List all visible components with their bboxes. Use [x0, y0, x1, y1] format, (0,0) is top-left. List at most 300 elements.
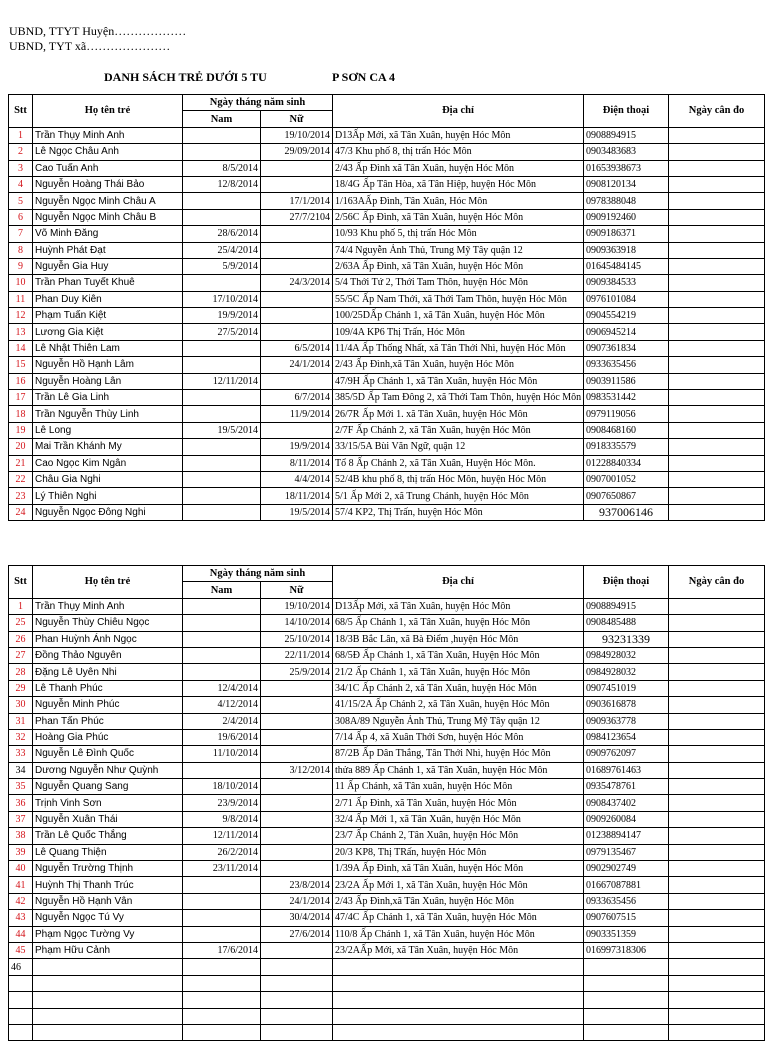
empty-cell [9, 1024, 33, 1040]
row-dob-female [261, 729, 333, 745]
row-dob-female [261, 697, 333, 713]
row-measure [669, 893, 765, 909]
empty-cell [33, 1024, 183, 1040]
row-name: Cao Tuấn Anh [33, 160, 183, 176]
row-address: 2/43 Ấp Đình xã Tân Xuân, huyện Hóc Môn [333, 160, 584, 176]
row-dob-male: 23/9/2014 [183, 795, 261, 811]
row-address: 11 Ấp Chánh, xã Tân xuân, huyện Hóc Môn [333, 779, 584, 795]
row-measure [669, 779, 765, 795]
row-dob-female: 25/10/2014 [261, 631, 333, 647]
row-dob-male [183, 193, 261, 209]
row-dob-male [183, 471, 261, 487]
table-row [9, 664, 765, 680]
row-phone: 01228840334 [584, 455, 669, 471]
row-name: Trần Phan Tuyết Khuê [33, 275, 183, 291]
row-phone: 0907361834 [584, 340, 669, 356]
row-measure [669, 615, 765, 631]
row-name: Đồng Thảo Nguyên [33, 647, 183, 663]
row-dob-male: 17/6/2014 [183, 942, 261, 958]
row-phone: 0903616878 [584, 697, 669, 713]
row-measure [669, 422, 765, 438]
row-name: Cao Ngọc Kim Ngân [33, 455, 183, 471]
empty-cell [333, 1008, 584, 1024]
row-stt: 5 [9, 193, 33, 209]
row-phone: 0909762097 [584, 746, 669, 762]
row-dob-male [183, 631, 261, 647]
row-measure [669, 647, 765, 663]
col-address: Địa chỉ [333, 566, 584, 599]
row-dob-male [183, 615, 261, 631]
row-address: 23/2AẤp Mới, xã Tân Xuân, huyện Hóc Môn [333, 942, 584, 958]
table-row [9, 779, 765, 795]
row-name: Phạm Ngọc Tường Vy [33, 926, 183, 942]
row-name: Hoàng Gia Phúc [33, 729, 183, 745]
row-address: 57/4 KP2, Thị Trấn, huyện Hóc Môn [333, 504, 584, 520]
row-name: Nguyễn Quang Sang [33, 779, 183, 795]
row-name: Lê Ngọc Châu Anh [33, 144, 183, 160]
row-name: Phan Huỳnh Ánh Ngọc [33, 631, 183, 647]
row-measure [669, 598, 765, 614]
empty-cell [33, 992, 183, 1008]
row-address [333, 959, 584, 975]
table-row [9, 340, 765, 356]
row-measure [669, 308, 765, 324]
row-name: Nguyễn Gia Huy [33, 258, 183, 274]
row-stt: 22 [9, 471, 33, 487]
empty-cell [9, 975, 33, 991]
row-phone: 0908468160 [584, 422, 669, 438]
row-phone: 0909192460 [584, 209, 669, 225]
table-row [9, 746, 765, 762]
table-row [9, 615, 765, 631]
row-name: Nguyễn Ngọc Minh Châu A [33, 193, 183, 209]
row-phone: 0903483683 [584, 144, 669, 160]
row-address: 10/93 Khu phố 5, thị trấn Hóc Môn [333, 226, 584, 242]
row-dob-male [183, 439, 261, 455]
row-dob-male: 19/6/2014 [183, 729, 261, 745]
row-dob-male [183, 357, 261, 373]
row-phone: 0978388048 [584, 193, 669, 209]
row-address: 5/1 Ấp Mới 2, xã Trung Chánh, huyện Hóc Môn [333, 488, 584, 504]
empty-cell [333, 1024, 584, 1040]
table-row [9, 242, 765, 258]
row-dob-female: 24/3/2014 [261, 275, 333, 291]
row-address: 18/3B Bắc Lân, xã Bà Điểm ,huyện Hóc Môn [333, 631, 584, 647]
row-dob-female [261, 811, 333, 827]
row-dob-female: 8/11/2014 [261, 455, 333, 471]
row-name: Nguyễn Xuân Thái [33, 811, 183, 827]
row-name: Trần Nguyễn Thùy Linh [33, 406, 183, 422]
row-stt: 31 [9, 713, 33, 729]
row-name: Nguyễn Hoàng Lân [33, 373, 183, 389]
row-stt: 2 [9, 144, 33, 160]
row-dob-female [261, 176, 333, 192]
row-stt: 10 [9, 275, 33, 291]
col-dob: Ngày tháng năm sinh [183, 566, 333, 582]
row-measure [669, 746, 765, 762]
row-name: Nguyễn Ngọc Đông Nghi [33, 504, 183, 520]
row-address: 23/2A Ấp Mới 1, xã Tân Xuân, huyện Hóc Môn [333, 877, 584, 893]
row-stt: 8 [9, 242, 33, 258]
row-dob-female: 11/9/2014 [261, 406, 333, 422]
row-dob-female: 19/10/2014 [261, 598, 333, 614]
row-address: 33/15/5A Bùi Văn Ngữ, quận 12 [333, 439, 584, 455]
row-name: Châu Gia Nghi [33, 471, 183, 487]
empty-cell [9, 1008, 33, 1024]
row-address: 55/5C Ấp Nam Thới, xã Thới Tam Thôn, huyện Hóc Môn [333, 291, 584, 307]
row-phone: 0902902749 [584, 861, 669, 877]
table-row [9, 926, 765, 942]
table-row [9, 193, 765, 209]
row-dob-male [183, 910, 261, 926]
row-dob-female [261, 779, 333, 795]
row-measure [669, 144, 765, 160]
row-stt: 45 [9, 942, 33, 958]
row-measure [669, 242, 765, 258]
row-name: Huỳnh Phát Đạt [33, 242, 183, 258]
table-row [9, 275, 765, 291]
row-dob-male: 11/10/2014 [183, 746, 261, 762]
row-dob-female: 3/12/2014 [261, 762, 333, 778]
row-measure [669, 275, 765, 291]
row-measure [669, 258, 765, 274]
row-name: Lê Quang Thiện [33, 844, 183, 860]
row-dob-female [261, 258, 333, 274]
empty-cell [669, 1024, 765, 1040]
row-address: thửa 889 Ấp Chánh 1, xã Tân Xuân, huyện Hóc Môn [333, 762, 584, 778]
row-measure [669, 160, 765, 176]
table-row [9, 258, 765, 274]
row-phone: 0979119056 [584, 406, 669, 422]
row-dob-male [183, 664, 261, 680]
title-left: DANH SÁCH TRẺ DƯỚI 5 TU [104, 70, 267, 84]
row-measure [669, 357, 765, 373]
row-address: 1/39A Ấp Đình, xã Tân Xuân, huyện Hóc Môn [333, 861, 584, 877]
row-stt: 33 [9, 746, 33, 762]
row-measure [669, 471, 765, 487]
row-stt: 17 [9, 390, 33, 406]
row-address: 47/4C Ấp Chánh 1, xã Tân Xuân, huyện Hóc Môn [333, 910, 584, 926]
col-stt: Stt [9, 95, 33, 128]
empty-cell [333, 992, 584, 1008]
row-dob-male: 12/4/2014 [183, 680, 261, 696]
row-phone: 0984928032 [584, 664, 669, 680]
row-phone: 0979135467 [584, 844, 669, 860]
row-dob-female [261, 422, 333, 438]
table-row [9, 144, 765, 160]
row-dob-female: 19/10/2014 [261, 127, 333, 143]
row-phone [584, 959, 669, 975]
row-stt: 4 [9, 176, 33, 192]
table-row [9, 488, 765, 504]
empty-cell [261, 992, 333, 1008]
table-row [9, 729, 765, 745]
row-measure [669, 877, 765, 893]
table-row [9, 455, 765, 471]
row-phone: 0907607515 [584, 910, 669, 926]
row-phone: 01238894147 [584, 828, 669, 844]
row-dob-male [183, 488, 261, 504]
row-stt: 44 [9, 926, 33, 942]
row-dob-male: 5/9/2014 [183, 258, 261, 274]
row-name: Phan Duy Kiên [33, 291, 183, 307]
row-dob-female [261, 746, 333, 762]
empty-cell [584, 1024, 669, 1040]
row-name: Nguyễn Lê Đình Quốc [33, 746, 183, 762]
table-row [9, 504, 765, 520]
row-dob-male: 19/9/2014 [183, 308, 261, 324]
row-name: Nguyễn Ngọc Minh Châu B [33, 209, 183, 225]
empty-cell [669, 992, 765, 1008]
empty-cell [33, 975, 183, 991]
row-measure [669, 176, 765, 192]
row-phone: 0907650867 [584, 488, 669, 504]
row-stt: 11 [9, 291, 33, 307]
row-dob-male [183, 275, 261, 291]
row-address: 47/3 Khu phố 8, thị trấn Hóc Môn [333, 144, 584, 160]
row-dob-male [183, 144, 261, 160]
row-address: 23/7 Ấp Chánh 2, Tân Xuân, huyện Hóc Môn [333, 828, 584, 844]
row-address: D13Ấp Mới, xã Tân Xuân, huyện Hóc Môn [333, 127, 584, 143]
row-stt: 13 [9, 324, 33, 340]
row-dob-female: 17/1/2014 [261, 193, 333, 209]
row-phone: 0903911586 [584, 373, 669, 389]
row-address: 47/9H Ấp Chánh 1, xã Tân Xuân, huyện Hóc Môn [333, 373, 584, 389]
row-dob-female: 4/4/2014 [261, 471, 333, 487]
row-stt: 42 [9, 893, 33, 909]
empty-cell [183, 992, 261, 1008]
table-row [9, 893, 765, 909]
row-measure [669, 390, 765, 406]
children-table-1 [8, 94, 765, 521]
empty-cell [261, 975, 333, 991]
row-stt: 9 [9, 258, 33, 274]
row-dob-male [183, 598, 261, 614]
row-stt: 46 [9, 959, 33, 975]
row-dob-female [261, 844, 333, 860]
row-phone: 0903351359 [584, 926, 669, 942]
row-measure [669, 127, 765, 143]
empty-row [9, 1024, 765, 1040]
row-stt: 16 [9, 373, 33, 389]
row-address: 2/43 Ấp Đình,xã Tân Xuân, huyện Hóc Môn [333, 357, 584, 373]
row-phone: 0935478761 [584, 779, 669, 795]
row-measure [669, 959, 765, 975]
row-phone: 0909260084 [584, 811, 669, 827]
row-phone: 0933635456 [584, 357, 669, 373]
col-phone: Điện thoại [584, 566, 669, 599]
col-female: Nữ [261, 582, 333, 598]
row-dob-female [261, 226, 333, 242]
row-measure [669, 861, 765, 877]
empty-cell [183, 1008, 261, 1024]
row-address: 18/4G Ấp Tân Hòa, xã Tân Hiệp, huyện Hóc Môn [333, 176, 584, 192]
row-address: 68/5 Ấp Chánh 1, xã Tân Xuân, huyện Hóc Môn [333, 615, 584, 631]
row-name: Lý Thiên Nghi [33, 488, 183, 504]
row-dob-female [261, 942, 333, 958]
row-dob-female: 6/5/2014 [261, 340, 333, 356]
row-stt: 41 [9, 877, 33, 893]
row-dob-female [261, 861, 333, 877]
row-dob-male: 28/6/2014 [183, 226, 261, 242]
table-row [9, 127, 765, 143]
row-stt: 18 [9, 406, 33, 422]
table-row [9, 373, 765, 389]
table-row [9, 308, 765, 324]
col-dob: Ngày tháng năm sinh [183, 95, 333, 111]
row-phone: 016997318306 [584, 942, 669, 958]
table-row [9, 209, 765, 225]
row-stt: 34 [9, 762, 33, 778]
row-address: 110/8 Ấp Chánh 1, xã Tân Xuân, huyện Hóc Môn [333, 926, 584, 942]
row-dob-male [183, 893, 261, 909]
row-stt: 35 [9, 779, 33, 795]
row-dob-male [183, 762, 261, 778]
row-phone: 0906945214 [584, 324, 669, 340]
row-name: Nguyễn Hồ Hạnh Vân [33, 893, 183, 909]
row-measure [669, 828, 765, 844]
row-dob-female: 24/1/2014 [261, 893, 333, 909]
row-address: 11/4A Ấp Thống Nhất, xã Tân Thới Nhì, huyện Hóc Môn [333, 340, 584, 356]
row-stt: 38 [9, 828, 33, 844]
row-measure [669, 729, 765, 745]
col-measure: Ngày cân đo [669, 95, 765, 128]
table-row [9, 697, 765, 713]
row-address: 5/4 Thới Tứ 2, Thới Tam Thôn, huyện Hóc Môn [333, 275, 584, 291]
row-dob-female: 22/11/2014 [261, 647, 333, 663]
row-dob-female: 23/8/2014 [261, 877, 333, 893]
row-measure [669, 504, 765, 520]
row-dob-male [183, 877, 261, 893]
row-phone: 0909186371 [584, 226, 669, 242]
row-dob-female [261, 308, 333, 324]
row-dob-female: 30/4/2014 [261, 910, 333, 926]
row-stt: 25 [9, 615, 33, 631]
row-stt: 12 [9, 308, 33, 324]
row-stt: 32 [9, 729, 33, 745]
row-name: Trần Lê Quốc Thắng [33, 828, 183, 844]
row-address: 52/4B khu phố 8, thị trấn Hóc Môn, huyện Hóc Môn [333, 471, 584, 487]
row-stt: 37 [9, 811, 33, 827]
table-row [9, 598, 765, 614]
row-stt: 6 [9, 209, 33, 225]
row-name: Trần Thụy Minh Anh [33, 127, 183, 143]
col-male: Nam [183, 111, 261, 127]
col-female: Nữ [261, 111, 333, 127]
table-row [9, 390, 765, 406]
row-address: 308A/89 Nguyễn Ảnh Thủ, Trung Mỹ Tây quận 12 [333, 713, 584, 729]
row-dob-male [183, 390, 261, 406]
row-phone: 0933635456 [584, 893, 669, 909]
row-dob-female: 18/11/2014 [261, 488, 333, 504]
row-measure [669, 844, 765, 860]
empty-row [9, 992, 765, 1008]
row-stt: 28 [9, 664, 33, 680]
row-measure [669, 373, 765, 389]
row-dob-male [183, 647, 261, 663]
row-stt: 15 [9, 357, 33, 373]
row-stt: 1 [9, 598, 33, 614]
table-row [9, 828, 765, 844]
row-dob-female [261, 959, 333, 975]
col-name: Họ tên trẻ [33, 95, 183, 128]
row-dob-male: 18/10/2014 [183, 779, 261, 795]
empty-cell [333, 975, 584, 991]
row-phone: 0908437402 [584, 795, 669, 811]
row-address: Tổ 8 Ấp Chánh 2, xã Tân Xuân, Huyện Hóc Môn. [333, 455, 584, 471]
row-dob-male [183, 209, 261, 225]
row-measure [669, 697, 765, 713]
row-phone: 01645484145 [584, 258, 669, 274]
row-address: 26/7R Ấp Mới 1. xã Tân Xuân, huyện Hóc Môn [333, 406, 584, 422]
row-address: 100/25DẤp Chánh 1, xã Tân Xuân, huyện Hóc Môn [333, 308, 584, 324]
row-phone: 01667087881 [584, 877, 669, 893]
table-row [9, 439, 765, 455]
row-stt: 39 [9, 844, 33, 860]
row-name: Đặng Lê Uyên Nhi [33, 664, 183, 680]
table-row [9, 471, 765, 487]
empty-cell [584, 992, 669, 1008]
row-phone: 937006146 [584, 504, 669, 520]
row-stt: 30 [9, 697, 33, 713]
row-dob-female: 19/9/2014 [261, 439, 333, 455]
table-row [9, 226, 765, 242]
row-name: Huỳnh Thị Thanh Trúc [33, 877, 183, 893]
row-phone: 0918335579 [584, 439, 669, 455]
row-dob-male: 23/11/2014 [183, 861, 261, 877]
row-name: Nguyễn Thùy Chiêu Ngọc [33, 615, 183, 631]
row-phone: 0909363778 [584, 713, 669, 729]
row-address: D13Ấp Mới, xã Tân Xuân, huyện Hóc Môn [333, 598, 584, 614]
children-table-2 [8, 565, 765, 1041]
row-phone: 0908894915 [584, 127, 669, 143]
row-measure [669, 406, 765, 422]
row-address: 21/2 Ấp Chánh 1, xã Tân Xuân, huyện Hóc Môn [333, 664, 584, 680]
row-dob-male: 8/5/2014 [183, 160, 261, 176]
empty-cell [669, 1008, 765, 1024]
row-phone: 01689761463 [584, 762, 669, 778]
row-name: Nguyễn Hồ Hạnh Lâm [33, 357, 183, 373]
row-phone: 93231339 [584, 631, 669, 647]
row-name: Trần Lê Gia Linh [33, 390, 183, 406]
row-dob-female [261, 713, 333, 729]
col-name: Họ tên trẻ [33, 566, 183, 599]
empty-cell [261, 1008, 333, 1024]
row-dob-female [261, 828, 333, 844]
row-measure [669, 926, 765, 942]
row-name: Nguyễn Trường Thịnh [33, 861, 183, 877]
row-name: Lê Nhật Thiên Lam [33, 340, 183, 356]
table-row [9, 942, 765, 958]
row-address: 68/5Đ Ấp Chánh 1, xã Tân Xuân, Huyện Hóc Môn [333, 647, 584, 663]
row-dob-female: 24/1/2014 [261, 357, 333, 373]
row-stt: 36 [9, 795, 33, 811]
row-measure [669, 910, 765, 926]
row-stt: 26 [9, 631, 33, 647]
row-name: Trần Thụy Minh Anh [33, 598, 183, 614]
row-stt: 29 [9, 680, 33, 696]
empty-cell [183, 1024, 261, 1040]
table-row [9, 811, 765, 827]
table-row [9, 422, 765, 438]
row-address: 34/1C Ấp Chánh 2, xã Tân Xuân, huyện Hóc Môn [333, 680, 584, 696]
row-name: Lê Thanh Phúc [33, 680, 183, 696]
empty-cell [669, 975, 765, 991]
row-measure [669, 664, 765, 680]
row-name: Trịnh Vinh Sơn [33, 795, 183, 811]
table-row [9, 844, 765, 860]
row-measure [669, 631, 765, 647]
